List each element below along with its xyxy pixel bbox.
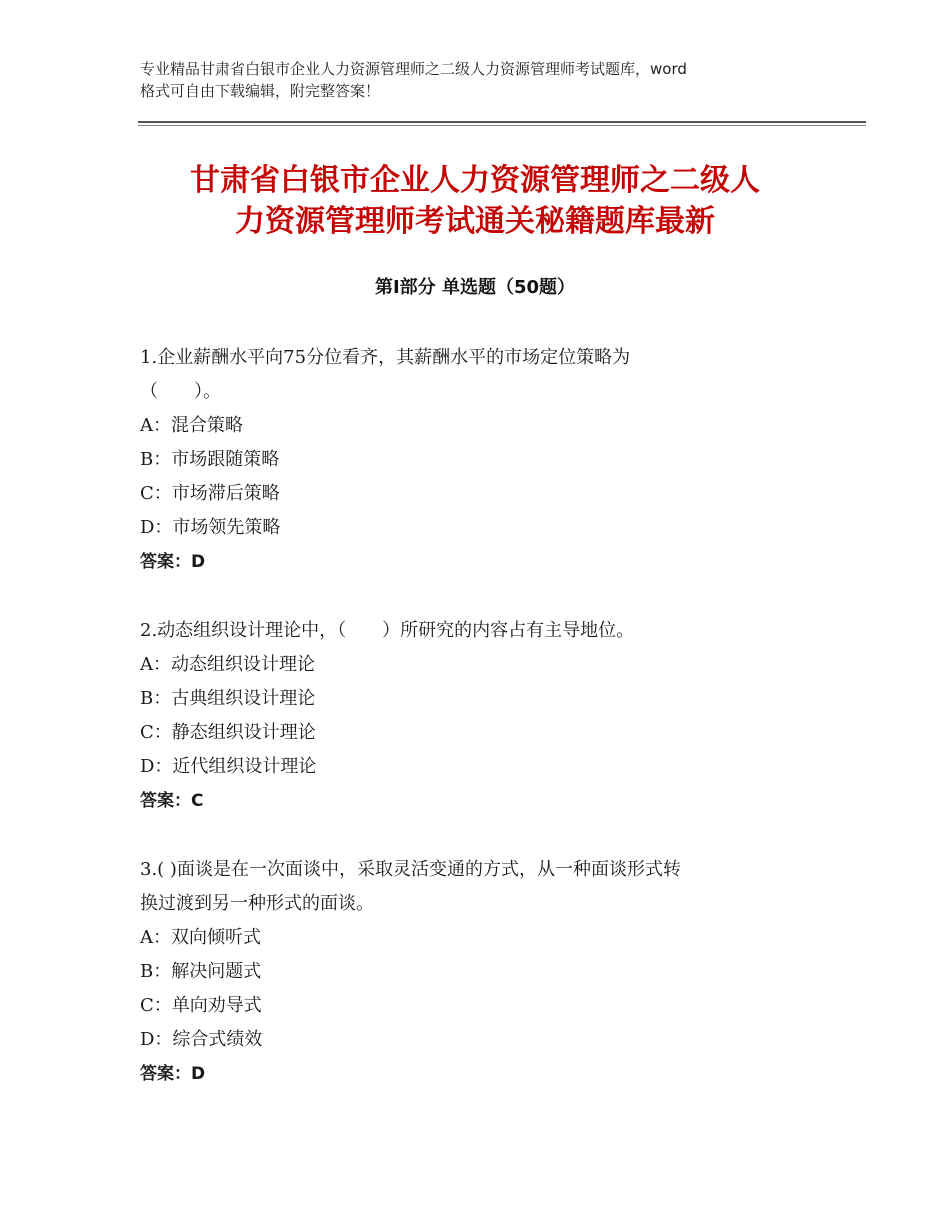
document-title [100, 160, 850, 242]
question-3 [140, 853, 830, 1091]
option-d: D：综合式绩效 [140, 1029, 263, 1050]
answer: 答案：D [140, 552, 206, 572]
header-rule-thick [138, 121, 866, 123]
answer: 答案：C [140, 791, 204, 811]
question-stem-line: 2.动态组织设计理论中，（ ）所研究的内容占有主导地位。 [140, 620, 635, 641]
question-stem-line: 1.企业薪酬水平向75分位看齐，其薪酬水平的市场定位策略为 [140, 347, 631, 368]
header-rule-thin [138, 125, 866, 126]
header-note [140, 58, 820, 102]
option-a: A：双向倾听式 [140, 927, 261, 948]
section-title: 第Ⅰ部分 单选题（50题） [374, 277, 575, 298]
option-a: A：混合策略 [140, 415, 243, 436]
option-c: C：市场滞后策略 [140, 483, 280, 504]
question-stem-line: 换过渡到另一种形式的面谈。 [140, 893, 374, 914]
option-c: C：静态组织设计理论 [140, 722, 316, 743]
option-b: B：古典组织设计理论 [140, 688, 316, 709]
answer: 答案：D [140, 1064, 206, 1084]
option-b: B：解决问题式 [140, 961, 262, 982]
question-stem-line: （ ）。 [140, 381, 221, 402]
document-title-line-1: 甘肃省白银市企业人力资源管理师之二级人 [190, 163, 760, 198]
option-d: D：近代组织设计理论 [140, 756, 317, 777]
option-d: D：市场领先策略 [140, 517, 281, 538]
question-2 [140, 614, 830, 818]
option-a: A：动态组织设计理论 [140, 654, 315, 675]
option-c: C：单向劝导式 [140, 995, 262, 1016]
question-1 [140, 341, 830, 579]
option-b: B：市场跟随策略 [140, 449, 280, 470]
question-stem [140, 614, 830, 648]
header-note-line-1: 专业精品甘肃省白银市企业人力资源管理师之二级人力资源管理师考试题库，word [140, 60, 687, 78]
header-note-line-2: 格式可自由下载编辑，附完整答案！ [140, 82, 381, 100]
document-title-line-2: 力资源管理师考试通关秘籍题库最新 [235, 204, 715, 239]
question-stem [140, 853, 830, 921]
question-stem-line: 3.( )面谈是在一次面谈中，采取灵活变通的方式，从一种面谈形式转 [140, 859, 681, 880]
question-stem [140, 341, 830, 409]
